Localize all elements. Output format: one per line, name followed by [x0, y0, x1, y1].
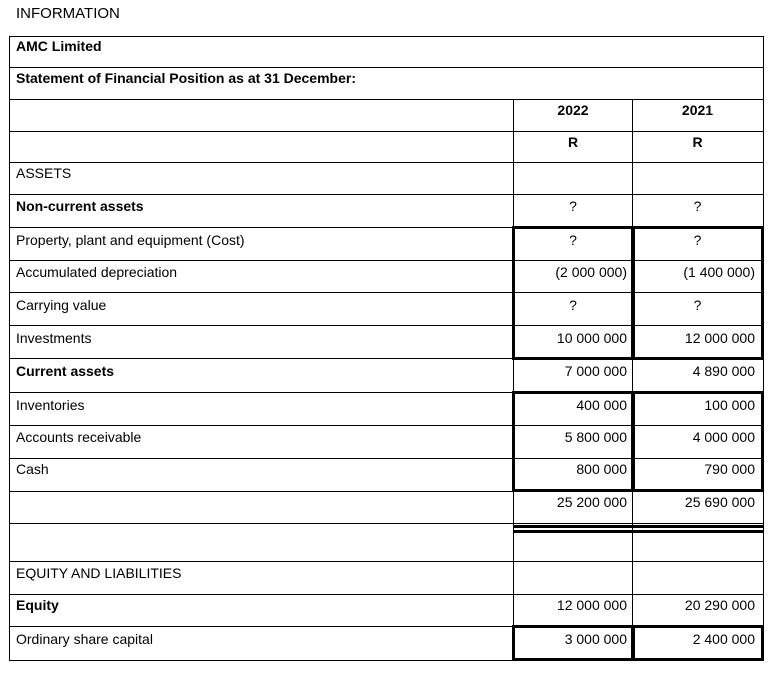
assets-heading: ASSETS: [16, 165, 72, 181]
row-label: Non-current assets: [16, 198, 144, 214]
year-2022-header: 2022: [557, 102, 589, 118]
value-2022: 800 000: [576, 461, 627, 477]
value-2021: 4 000 000: [692, 429, 755, 445]
row-label: Inventories: [16, 397, 85, 413]
row-label: Carrying value: [16, 297, 107, 313]
year-2021-header: 2021: [681, 102, 714, 118]
value-2022: 400 000: [576, 397, 627, 413]
value-2021: 2 400 000: [692, 631, 755, 647]
value-2022: ?: [569, 232, 577, 248]
row-label: Equity: [16, 597, 59, 613]
value-2021: 790 000: [704, 461, 755, 477]
value-2022: (2 000 000): [555, 264, 627, 280]
equity-liabilities-heading: EQUITY AND LIABILITIES: [16, 565, 182, 581]
value-2022: ?: [569, 297, 577, 313]
value-2021: ?: [693, 297, 702, 313]
row-label: Accounts receivable: [16, 429, 142, 445]
company-name: AMC Limited: [16, 38, 102, 54]
row-label: Current assets: [16, 363, 115, 379]
currency-2021: R: [692, 134, 703, 150]
value-2021: 20 290 000: [684, 597, 755, 613]
value-2022: 5 800 000: [564, 429, 627, 445]
total-assets-2022: 25 200 000: [556, 494, 627, 510]
value-2022: 7 000 000: [564, 363, 627, 379]
value-2022: 3 000 000: [564, 631, 627, 647]
value-2021: (1 400 000): [683, 264, 755, 280]
currency-2022: R: [567, 134, 579, 150]
row-label: Accumulated depreciation: [16, 264, 178, 280]
row-label: Investments: [16, 330, 92, 346]
row-label: Property, plant and equipment (Cost): [16, 232, 245, 248]
value-2021: ?: [693, 198, 702, 214]
value-2021: 12 000 000: [684, 330, 755, 346]
value-2022: ?: [569, 198, 577, 214]
row-label: Ordinary share capital: [16, 631, 153, 647]
row-label: Cash: [16, 461, 49, 477]
statement-title: Statement of Financial Position as at 31 December:: [16, 70, 356, 86]
value-2021: 100 000: [704, 397, 755, 413]
value-2022: 10 000 000: [556, 330, 627, 346]
value-2022: 12 000 000: [556, 597, 627, 613]
total-assets-2021: 25 690 000: [684, 494, 755, 510]
value-2021: ?: [693, 232, 702, 248]
value-2021: 4 890 000: [692, 363, 755, 379]
page-heading: INFORMATION: [16, 5, 120, 22]
